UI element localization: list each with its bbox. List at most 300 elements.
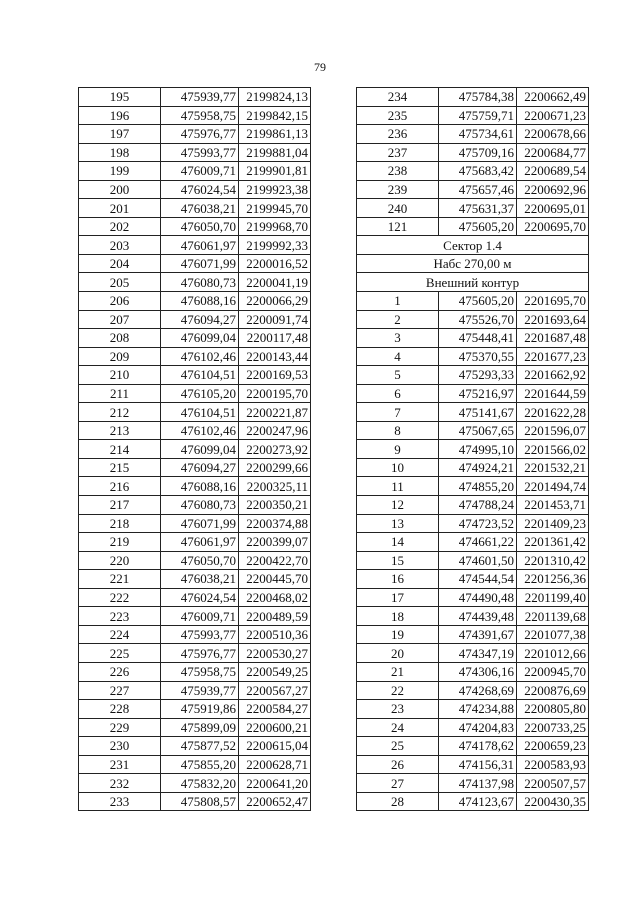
table-row	[79, 570, 311, 589]
page-number: 79	[314, 60, 326, 74]
y-coordinate: 2199992,33	[239, 236, 311, 255]
table-row	[357, 514, 589, 533]
table-row	[357, 737, 589, 756]
table-row	[79, 792, 311, 811]
x-coordinate: 474490,48	[439, 588, 517, 607]
x-coordinate: 475683,42	[439, 162, 517, 181]
y-coordinate: 2200041,19	[239, 273, 311, 292]
x-coordinate: 474204,83	[439, 718, 517, 737]
y-coordinate: 2200091,74	[239, 310, 311, 329]
y-coordinate: 2200169,53	[239, 366, 311, 385]
point-number: 22	[357, 681, 439, 700]
point-number: 225	[79, 644, 161, 663]
y-coordinate: 2200350,21	[239, 496, 311, 515]
x-coordinate: 474268,69	[439, 681, 517, 700]
y-coordinate: 2200695,70	[517, 217, 589, 236]
point-number: 207	[79, 310, 161, 329]
table-row	[79, 662, 311, 681]
point-number: 9	[357, 440, 439, 459]
x-coordinate: 475877,52	[161, 737, 239, 756]
y-coordinate: 2201687,48	[517, 329, 589, 348]
table-row	[79, 607, 311, 626]
table-row	[357, 644, 589, 663]
table-row	[79, 477, 311, 496]
point-number: 223	[79, 607, 161, 626]
point-number: 25	[357, 737, 439, 756]
table-row	[357, 217, 589, 236]
table-row	[357, 125, 589, 144]
y-coordinate: 2200805,80	[517, 700, 589, 719]
y-coordinate: 2201677,23	[517, 347, 589, 366]
x-coordinate: 476099,04	[161, 440, 239, 459]
x-coordinate: 476009,71	[161, 607, 239, 626]
table-row	[357, 533, 589, 552]
point-number: 121	[357, 217, 439, 236]
point-number: 240	[357, 199, 439, 218]
table-row	[357, 681, 589, 700]
x-coordinate: 475657,46	[439, 180, 517, 199]
point-number: 27	[357, 774, 439, 793]
sector-height: Набс 270,00 м	[357, 254, 589, 273]
y-coordinate: 2201566,02	[517, 440, 589, 459]
table-row	[357, 458, 589, 477]
table-row	[357, 440, 589, 459]
right-coordinates-table	[356, 87, 589, 811]
x-coordinate: 475919,86	[161, 700, 239, 719]
y-coordinate: 2199861,13	[239, 125, 311, 144]
y-coordinate: 2201494,74	[517, 477, 589, 496]
point-number: 2	[357, 310, 439, 329]
x-coordinate: 475526,70	[439, 310, 517, 329]
x-coordinate: 474391,67	[439, 625, 517, 644]
table-row	[79, 458, 311, 477]
x-coordinate: 476094,27	[161, 458, 239, 477]
table-row	[357, 143, 589, 162]
point-number: 5	[357, 366, 439, 385]
x-coordinate: 475808,57	[161, 792, 239, 811]
x-coordinate: 475784,38	[439, 88, 517, 107]
table-row	[79, 384, 311, 403]
x-coordinate: 476105,20	[161, 384, 239, 403]
x-coordinate: 475899,09	[161, 718, 239, 737]
point-number: 14	[357, 533, 439, 552]
right-table-top-body	[357, 88, 589, 236]
x-coordinate: 476080,73	[161, 496, 239, 515]
table-row	[79, 236, 311, 255]
table-row	[357, 607, 589, 626]
x-coordinate: 476071,99	[161, 514, 239, 533]
y-coordinate: 2200695,01	[517, 199, 589, 218]
table-row	[79, 199, 311, 218]
table-row	[79, 180, 311, 199]
x-coordinate: 476071,99	[161, 254, 239, 273]
point-number: 202	[79, 217, 161, 236]
point-number: 216	[79, 477, 161, 496]
x-coordinate: 476102,46	[161, 347, 239, 366]
table-row	[357, 700, 589, 719]
y-coordinate: 2201012,66	[517, 644, 589, 663]
point-number: 16	[357, 570, 439, 589]
y-coordinate: 2200399,07	[239, 533, 311, 552]
table-row	[79, 88, 311, 107]
x-coordinate: 476038,21	[161, 199, 239, 218]
point-number: 226	[79, 662, 161, 681]
point-number: 220	[79, 551, 161, 570]
table-row	[357, 180, 589, 199]
left-coordinates-table	[78, 87, 311, 811]
table-row	[79, 681, 311, 700]
sector-title-row	[357, 236, 589, 255]
x-coordinate: 474123,67	[439, 792, 517, 811]
y-coordinate: 2200507,57	[517, 774, 589, 793]
x-coordinate: 476099,04	[161, 329, 239, 348]
table-row	[357, 421, 589, 440]
x-coordinate: 474661,22	[439, 533, 517, 552]
y-coordinate: 2200692,96	[517, 180, 589, 199]
y-coordinate: 2201622,28	[517, 403, 589, 422]
table-row	[79, 644, 311, 663]
x-coordinate: 476104,51	[161, 366, 239, 385]
y-coordinate: 2200374,88	[239, 514, 311, 533]
point-number: 236	[357, 125, 439, 144]
y-coordinate: 2199901,81	[239, 162, 311, 181]
table-row	[79, 737, 311, 756]
table-row	[79, 162, 311, 181]
point-number: 215	[79, 458, 161, 477]
x-coordinate: 475448,41	[439, 329, 517, 348]
table-row	[357, 551, 589, 570]
point-number: 211	[79, 384, 161, 403]
table-row	[357, 755, 589, 774]
y-coordinate: 2201256,36	[517, 570, 589, 589]
table-row	[79, 774, 311, 793]
table-row	[79, 273, 311, 292]
point-number: 239	[357, 180, 439, 199]
sector-header	[357, 236, 589, 292]
y-coordinate: 2200273,92	[239, 440, 311, 459]
point-number: 13	[357, 514, 439, 533]
table-row	[79, 700, 311, 719]
x-coordinate: 475067,65	[439, 421, 517, 440]
x-coordinate: 476088,16	[161, 292, 239, 311]
x-coordinate: 475605,20	[439, 292, 517, 311]
table-row	[357, 774, 589, 793]
x-coordinate: 475605,20	[439, 217, 517, 236]
y-coordinate: 2199968,70	[239, 217, 311, 236]
point-number: 10	[357, 458, 439, 477]
y-coordinate: 2201453,71	[517, 496, 589, 515]
table-row	[79, 533, 311, 552]
y-coordinate: 2199923,38	[239, 180, 311, 199]
x-coordinate: 475958,75	[161, 662, 239, 681]
point-number: 208	[79, 329, 161, 348]
y-coordinate: 2200510,36	[239, 625, 311, 644]
point-number: 228	[79, 700, 161, 719]
y-coordinate: 2200584,27	[239, 700, 311, 719]
table-row	[357, 496, 589, 515]
x-coordinate: 475709,16	[439, 143, 517, 162]
x-coordinate: 474137,98	[439, 774, 517, 793]
x-coordinate: 474995,10	[439, 440, 517, 459]
table-row	[79, 755, 311, 774]
point-number: 235	[357, 106, 439, 125]
table-row	[357, 88, 589, 107]
point-number: 218	[79, 514, 161, 533]
point-number: 24	[357, 718, 439, 737]
x-coordinate: 475734,61	[439, 125, 517, 144]
y-coordinate: 2199945,70	[239, 199, 311, 218]
x-coordinate: 475993,77	[161, 143, 239, 162]
y-coordinate: 2200662,49	[517, 88, 589, 107]
x-coordinate: 474178,62	[439, 737, 517, 756]
y-coordinate: 2200221,87	[239, 403, 311, 422]
point-number: 198	[79, 143, 161, 162]
point-number: 17	[357, 588, 439, 607]
table-row	[357, 403, 589, 422]
x-coordinate: 476024,54	[161, 180, 239, 199]
y-coordinate: 2200600,21	[239, 718, 311, 737]
table-row	[357, 588, 589, 607]
table-row	[79, 496, 311, 515]
x-coordinate: 474347,19	[439, 644, 517, 663]
y-coordinate: 2200567,27	[239, 681, 311, 700]
x-coordinate: 474601,50	[439, 551, 517, 570]
y-coordinate: 2200628,71	[239, 755, 311, 774]
y-coordinate: 2200876,69	[517, 681, 589, 700]
y-coordinate: 2200684,77	[517, 143, 589, 162]
point-number: 199	[79, 162, 161, 181]
point-number: 12	[357, 496, 439, 515]
point-number: 221	[79, 570, 161, 589]
x-coordinate: 474156,31	[439, 755, 517, 774]
y-coordinate: 2200615,04	[239, 737, 311, 756]
x-coordinate: 475293,33	[439, 366, 517, 385]
y-coordinate: 2200016,52	[239, 254, 311, 273]
x-coordinate: 474788,24	[439, 496, 517, 515]
x-coordinate: 475976,77	[161, 644, 239, 663]
point-number: 212	[79, 403, 161, 422]
table-row	[357, 347, 589, 366]
point-number: 224	[79, 625, 161, 644]
point-number: 6	[357, 384, 439, 403]
table-row	[79, 143, 311, 162]
table-row	[79, 217, 311, 236]
y-coordinate: 2200583,93	[517, 755, 589, 774]
table-row	[79, 125, 311, 144]
table-row	[79, 588, 311, 607]
x-coordinate: 476080,73	[161, 273, 239, 292]
y-coordinate: 2200066,29	[239, 292, 311, 311]
x-coordinate: 474439,48	[439, 607, 517, 626]
y-coordinate: 2200325,11	[239, 477, 311, 496]
point-number: 201	[79, 199, 161, 218]
x-coordinate: 476038,21	[161, 570, 239, 589]
point-number: 8	[357, 421, 439, 440]
point-number: 206	[79, 292, 161, 311]
point-number: 229	[79, 718, 161, 737]
table-row	[79, 514, 311, 533]
contour-label-row	[357, 273, 589, 292]
point-number: 200	[79, 180, 161, 199]
y-coordinate: 2201644,59	[517, 384, 589, 403]
y-coordinate: 2200733,25	[517, 718, 589, 737]
point-number: 23	[357, 700, 439, 719]
point-number: 18	[357, 607, 439, 626]
y-coordinate: 2200445,70	[239, 570, 311, 589]
x-coordinate: 476104,51	[161, 403, 239, 422]
point-number: 15	[357, 551, 439, 570]
y-coordinate: 2199881,04	[239, 143, 311, 162]
y-coordinate: 2200117,48	[239, 329, 311, 348]
x-coordinate: 475759,71	[439, 106, 517, 125]
table-row	[79, 106, 311, 125]
point-number: 217	[79, 496, 161, 515]
x-coordinate: 476094,27	[161, 310, 239, 329]
x-coordinate: 475976,77	[161, 125, 239, 144]
sector-height-row	[357, 254, 589, 273]
y-coordinate: 2201409,23	[517, 514, 589, 533]
table-row	[79, 254, 311, 273]
point-number: 26	[357, 755, 439, 774]
y-coordinate: 2199824,13	[239, 88, 311, 107]
x-coordinate: 474855,20	[439, 477, 517, 496]
x-coordinate: 475832,20	[161, 774, 239, 793]
point-number: 210	[79, 366, 161, 385]
point-number: 4	[357, 347, 439, 366]
point-number: 28	[357, 792, 439, 811]
point-number: 222	[79, 588, 161, 607]
x-coordinate: 474723,52	[439, 514, 517, 533]
right-table-bottom-body	[357, 292, 589, 811]
x-coordinate: 474306,16	[439, 662, 517, 681]
x-coordinate: 476024,54	[161, 588, 239, 607]
x-coordinate: 475216,97	[439, 384, 517, 403]
table-row	[357, 477, 589, 496]
point-number: 205	[79, 273, 161, 292]
point-number: 7	[357, 403, 439, 422]
y-coordinate: 2201077,38	[517, 625, 589, 644]
point-number: 204	[79, 254, 161, 273]
y-coordinate: 2200489,59	[239, 607, 311, 626]
table-row	[357, 792, 589, 811]
point-number: 213	[79, 421, 161, 440]
point-number: 19	[357, 625, 439, 644]
y-coordinate: 2201662,92	[517, 366, 589, 385]
point-number: 219	[79, 533, 161, 552]
y-coordinate: 2201695,70	[517, 292, 589, 311]
left-table-body	[79, 88, 311, 811]
table-row	[79, 421, 311, 440]
y-coordinate: 2199842,15	[239, 106, 311, 125]
table-row	[79, 625, 311, 644]
y-coordinate: 2200299,66	[239, 458, 311, 477]
point-number: 232	[79, 774, 161, 793]
y-coordinate: 2201532,21	[517, 458, 589, 477]
table-row	[357, 199, 589, 218]
y-coordinate: 2200195,70	[239, 384, 311, 403]
y-coordinate: 2200530,27	[239, 644, 311, 663]
table-row	[79, 329, 311, 348]
point-number: 1	[357, 292, 439, 311]
table-row	[79, 551, 311, 570]
y-coordinate: 2200678,66	[517, 125, 589, 144]
x-coordinate: 475958,75	[161, 106, 239, 125]
table-row	[357, 292, 589, 311]
point-number: 231	[79, 755, 161, 774]
point-number: 237	[357, 143, 439, 162]
x-coordinate: 476088,16	[161, 477, 239, 496]
point-number: 203	[79, 236, 161, 255]
table-row	[357, 384, 589, 403]
table-row	[79, 403, 311, 422]
x-coordinate: 475631,37	[439, 199, 517, 218]
table-row	[357, 662, 589, 681]
point-number: 230	[79, 737, 161, 756]
table-row	[79, 310, 311, 329]
x-coordinate: 475141,67	[439, 403, 517, 422]
point-number: 20	[357, 644, 439, 663]
y-coordinate: 2200143,44	[239, 347, 311, 366]
point-number: 196	[79, 106, 161, 125]
y-coordinate: 2200945,70	[517, 662, 589, 681]
y-coordinate: 2200659,23	[517, 737, 589, 756]
y-coordinate: 2201199,40	[517, 588, 589, 607]
point-number: 11	[357, 477, 439, 496]
y-coordinate: 2201310,42	[517, 551, 589, 570]
point-number: 195	[79, 88, 161, 107]
y-coordinate: 2200549,25	[239, 662, 311, 681]
x-coordinate: 476050,70	[161, 217, 239, 236]
x-coordinate: 474924,21	[439, 458, 517, 477]
point-number: 3	[357, 329, 439, 348]
table-row	[79, 718, 311, 737]
y-coordinate: 2200430,35	[517, 792, 589, 811]
x-coordinate: 474544,54	[439, 570, 517, 589]
point-number: 214	[79, 440, 161, 459]
y-coordinate: 2200689,54	[517, 162, 589, 181]
point-number: 227	[79, 681, 161, 700]
x-coordinate: 475939,77	[161, 88, 239, 107]
table-row	[357, 570, 589, 589]
point-number: 209	[79, 347, 161, 366]
table-row	[79, 366, 311, 385]
x-coordinate: 476102,46	[161, 421, 239, 440]
y-coordinate: 2201361,42	[517, 533, 589, 552]
y-coordinate: 2200652,47	[239, 792, 311, 811]
table-row	[357, 366, 589, 385]
y-coordinate: 2200422,70	[239, 551, 311, 570]
x-coordinate: 475993,77	[161, 625, 239, 644]
x-coordinate: 475939,77	[161, 681, 239, 700]
x-coordinate: 475370,55	[439, 347, 517, 366]
point-number: 238	[357, 162, 439, 181]
x-coordinate: 476061,97	[161, 533, 239, 552]
y-coordinate: 2200247,96	[239, 421, 311, 440]
y-coordinate: 2201139,68	[517, 607, 589, 626]
x-coordinate: 476050,70	[161, 551, 239, 570]
table-row	[357, 162, 589, 181]
table-row	[79, 440, 311, 459]
table-row	[357, 310, 589, 329]
point-number: 21	[357, 662, 439, 681]
table-row	[79, 292, 311, 311]
table-row	[79, 347, 311, 366]
table-row	[357, 106, 589, 125]
point-number: 234	[357, 88, 439, 107]
y-coordinate: 2200641,20	[239, 774, 311, 793]
point-number: 197	[79, 125, 161, 144]
y-coordinate: 2201596,07	[517, 421, 589, 440]
